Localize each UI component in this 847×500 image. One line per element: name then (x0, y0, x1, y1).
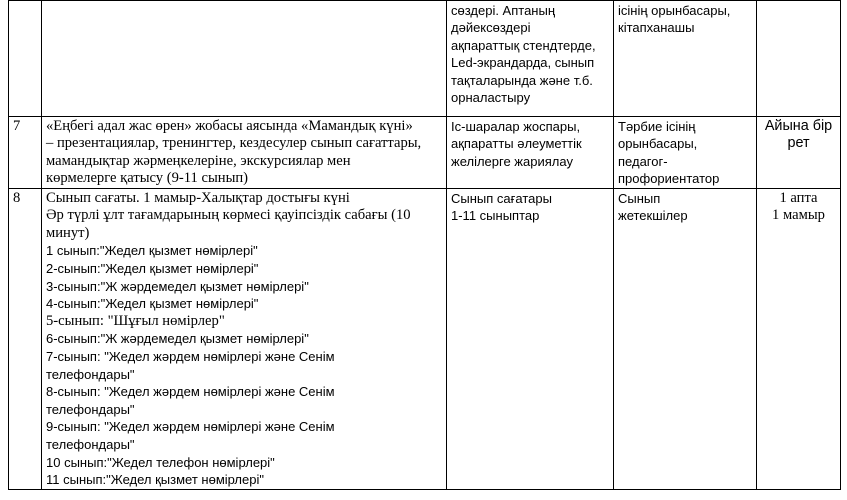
cell-responsible (614, 1, 757, 117)
responsible-line: педагог- (618, 153, 668, 169)
activity-line: Әр түрлі ұлт тағамдарының көрмесі қауіпсіздік сабағы (10 (46, 207, 411, 224)
responsible-line: орынбасары, (618, 136, 698, 152)
cell-responsible (614, 188, 757, 489)
responsible-line: жетекшілер (618, 208, 688, 224)
responsible-line: кітапханашы (618, 20, 695, 36)
activity-line: Сынып сағаты. 1 мамыр-Халықтар достығы күні (46, 189, 350, 206)
activity-line: телефондары" (46, 436, 135, 452)
form-line: тақталарында және т.б. (451, 72, 593, 88)
table-row-continuation (9, 1, 841, 117)
table-row-8 (9, 188, 841, 489)
cell-timing (757, 188, 841, 489)
activity-line: минут) (46, 224, 90, 241)
form-line: ақпаратты әлеуметтік (451, 136, 582, 152)
activity-line: – презентациялар, тренингтер, кездесулер сынып сағаттары, (46, 135, 422, 152)
form-line: ақпараттық стендтерде, (451, 37, 596, 53)
activity-line: 4-сынып:"Жедел қызмет нөмірлері" (46, 296, 259, 312)
cell-number: 8 (9, 188, 42, 489)
activity-line: 3-сынып:"Ж жәрдемедел қызмет нөмірлері" (46, 278, 309, 294)
plan-table (8, 0, 841, 490)
cell-form (447, 1, 614, 117)
form-line: дәйексөздері (451, 20, 531, 36)
cell-responsible (614, 117, 757, 189)
timing-line: 1 мамыр (772, 207, 825, 224)
timing-line: Айына бір (764, 118, 833, 134)
responsible-line: профориентатор (618, 171, 720, 187)
form-line: 1-11 сыныптар (451, 208, 540, 224)
form-line: сөздері. Аптаның (451, 3, 556, 18)
cell-timing (757, 117, 841, 189)
activity-line: 11 сынып:"Жедел қызмет нөмірлері" (46, 472, 264, 488)
form-line: Led-экрандарда, сынып (451, 55, 595, 71)
activity-line: 9-сынып: "Жедел жәрдем нөмірлері және Сенім (46, 419, 335, 435)
cell-activity (42, 1, 447, 117)
activity-line: 2-сынып:"Жедел қызмет нөмірлері" (46, 261, 259, 276)
activity-line: 5-сынып: "Шұғыл нөмірлер" (46, 312, 225, 329)
form-line: Іс-шаралар жоспары, (451, 119, 581, 134)
activity-line: телефондары" (46, 401, 135, 417)
cell-timing (757, 1, 841, 117)
activity-line: 1 сынып:"Жедел қызмет нөмірлері" (46, 243, 258, 259)
responsible-line: ісінің орынбасары, (618, 3, 731, 18)
form-line: Сынып сағатары (451, 190, 552, 206)
activity-line: 7-сынып: "Жедел жәрдем нөмірлері және Сенім (46, 348, 335, 364)
cell-number (9, 1, 42, 117)
timing-line: рет (787, 135, 810, 152)
form-line: желілерге жариялау (451, 153, 573, 169)
activity-line: 6-сынып:"Ж жәрдемедел қызмет нөмірлері" (46, 331, 309, 347)
activity-line: 8-сынып: "Жедел жәрдем нөмірлері және Сенім (46, 384, 335, 400)
cell-activity (42, 117, 447, 189)
activity-line: мамандықтар жәрмеңкелеріне, экскурсиялар мен (46, 152, 351, 169)
cell-form (447, 188, 614, 489)
responsible-line: Тәрбие ісінің (618, 119, 696, 134)
table-row-7 (9, 117, 841, 189)
activity-line: телефондары" (46, 366, 135, 382)
form-line: орналастыру (451, 90, 531, 106)
cell-number: 7 (9, 117, 42, 189)
timing-line: 1 апта (779, 189, 818, 206)
activity-line: көрмелерге қатысу (9-11 сынып) (46, 170, 249, 187)
activity-line: «Еңбегі адал жас өрен» жобасы аясында «Мамандық күні» (46, 118, 413, 134)
responsible-line: Сынып (618, 190, 661, 206)
cell-form (447, 117, 614, 189)
cell-activity (42, 188, 447, 489)
activity-line: 10 сынып:"Жедел телефон нөмірлері" (46, 454, 275, 470)
